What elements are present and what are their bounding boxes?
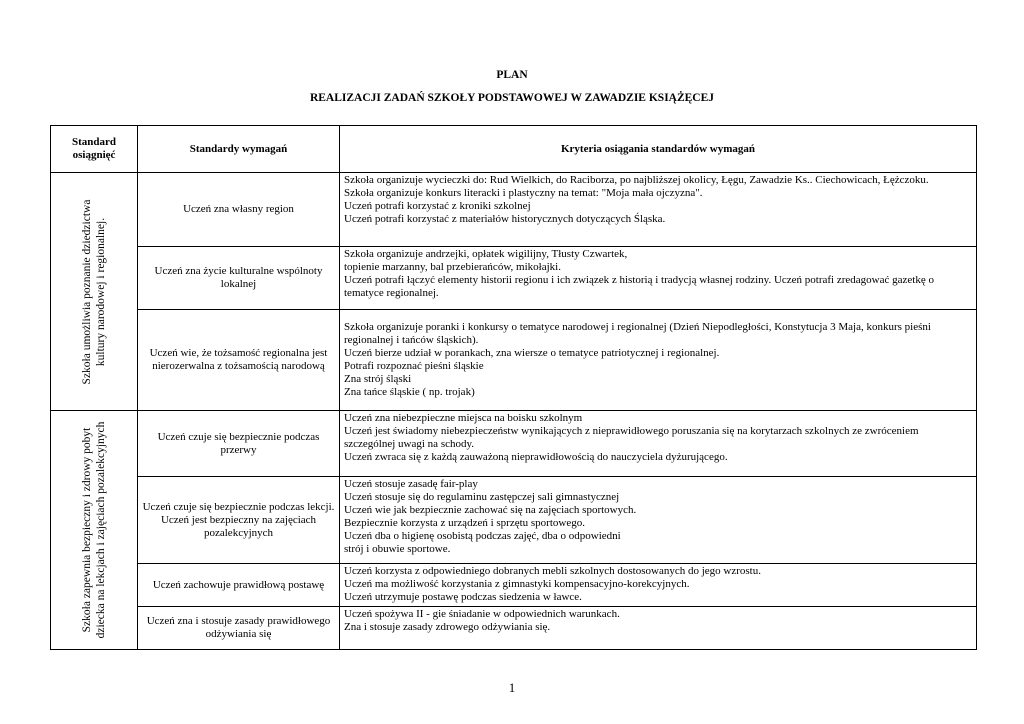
criteria-line: Uczeń zwraca się z każdą zauważoną nieprawidłowością do nauczyciela dyżurującego. bbox=[344, 451, 728, 463]
table-header-row bbox=[51, 126, 977, 173]
criteria-line: Uczeń potrafi korzystać z kroniki szkolnej bbox=[344, 200, 531, 212]
requirement-cell: Uczeń czuje się bezpiecznie podczas przerwy bbox=[138, 411, 340, 477]
document-title: PLAN bbox=[496, 69, 528, 81]
requirement-cell: Uczeń wie, że tożsamość regionalna jest nierozerwalna z tożsamością narodową bbox=[138, 310, 340, 411]
criteria-line: Uczeń utrzymuje postawę podczas siedzenia w ławce. bbox=[344, 591, 582, 603]
requirement-cell: Uczeń zna własny region bbox=[138, 173, 340, 247]
table-row bbox=[51, 173, 977, 247]
requirement-cell: Uczeń zachowuje prawidłową postawę bbox=[138, 564, 340, 607]
criteria-line: Uczeń korzysta z odpowiedniego dobranych mebli szkolnych dostosowanych do jego wzrostu. bbox=[344, 565, 761, 577]
criteria-line: Uczeń zna niebezpieczne miejsca na boisku szkolnym bbox=[344, 412, 583, 424]
criteria-line: Uczeń stosuje się do regulaminu zastępczej sali gimnastycznej bbox=[344, 491, 620, 503]
criteria-line: Uczeń potrafi korzystać z materiałów historycznych dotyczących Śląska. bbox=[344, 213, 666, 225]
criteria-line: strój i obuwie sportowe. bbox=[344, 543, 451, 555]
standard-cell-safety bbox=[51, 411, 138, 650]
criteria-line: topienie marzanny, bal przebierańców, mikołajki. bbox=[344, 261, 561, 273]
requirement-cell: Uczeń czuje się bezpiecznie podczas lekcji. Uczeń jest bezpieczny na zajęciach pozalekcyjnych bbox=[138, 477, 340, 564]
standard-text: Szkoła umożliwia poznanie dziedzictwa kultury narodowej i regionalnej. bbox=[81, 199, 107, 384]
criteria-line: Uczeń jest świadomy niebezpieczeństw wynikających z nieprawidłowego poruszania się na korytarzach szkolnych ze zwróceniem szczególnej uwagi na schody. bbox=[344, 425, 919, 450]
criteria-cell bbox=[340, 477, 977, 564]
standard-text: Szkoła zapewnia bezpieczny i zdrowy pobyt dziecka na lekcjach i zajęciach pozalekcyjnych bbox=[81, 421, 107, 639]
plan-table bbox=[50, 125, 977, 650]
table-row bbox=[51, 607, 977, 650]
criteria-line: Uczeń spożywa II - gie śniadanie w odpowiednich warunkach. bbox=[344, 608, 620, 620]
criteria-line: Potrafi rozpoznać pieśni śląskie bbox=[344, 360, 484, 372]
requirement-cell: Uczeń zna i stosuje zasady prawidłowego odżywiania się bbox=[138, 607, 340, 650]
criteria-cell bbox=[340, 247, 977, 310]
page-number: 1 bbox=[508, 680, 516, 695]
table-row bbox=[51, 477, 977, 564]
requirement-cell: Uczeń zna życie kulturalne wspólnoty lokalnej bbox=[138, 247, 340, 310]
criteria-line: Uczeń ma możliwość korzystania z gimnastyki kompensacyjno-korekcyjnych. bbox=[344, 578, 690, 590]
criteria-cell bbox=[340, 564, 977, 607]
criteria-line: Szkoła organizuje konkurs literacki i plastyczny na temat: "Moja mała ojczyzna". bbox=[344, 187, 703, 199]
criteria-line: Zna i stosuje zasady zdrowego odżywiania się. bbox=[344, 621, 551, 633]
table-row bbox=[51, 411, 977, 477]
criteria-line: Uczeń wie jak bezpiecznie zachować się na zajęciach sportowych. bbox=[344, 504, 637, 516]
criteria-line: Uczeń bierze udział w porankach, zna wiersze o tematyce patriotycznej i regionalnej. bbox=[344, 347, 720, 359]
table-row bbox=[51, 564, 977, 607]
criteria-cell bbox=[340, 310, 977, 411]
criteria-line: Zna tańce śląskie ( np. trojak) bbox=[344, 386, 475, 398]
criteria-line: Uczeń stosuje zasadę fair-play bbox=[344, 478, 478, 490]
criteria-cell bbox=[340, 411, 977, 477]
criteria-line: Uczeń dba o higienę osobistą podczas zajęć, dba o odpowiedni bbox=[344, 530, 621, 542]
document-subtitle: REALIZACJI ZADAŃ SZKOŁY PODSTAWOWEJ W ZAWADZIE KSIĄŻĘCEJ bbox=[309, 92, 715, 104]
table-row bbox=[51, 247, 977, 310]
column-header-requirements: Standardy wymagań bbox=[138, 126, 340, 173]
standard-cell-heritage bbox=[51, 173, 138, 411]
criteria-cell bbox=[340, 173, 977, 247]
criteria-line: Szkoła organizuje poranki i konkursy o tematyce narodowej i regionalnej (Dzień Niepodległości, Konstytucja 3 Maja, konkurs pieśni regionalnej i tańców śląskich). bbox=[344, 321, 931, 346]
criteria-line: Uczeń potrafi łączyć elementy historii regionu i ich związek z historią i tradycją własnej rodziny. Uczeń potrafi zredagować gazetkę o tematyce regionalnej. bbox=[344, 274, 934, 299]
criteria-cell bbox=[340, 607, 977, 650]
column-header-standard: Standard osiągnięć bbox=[51, 126, 138, 173]
criteria-line: Zna strój śląski bbox=[344, 373, 412, 385]
criteria-line: Bezpiecznie korzysta z urządzeń i sprzętu sportowego. bbox=[344, 517, 585, 529]
criteria-line: Szkoła organizuje wycieczki do: Rud Wielkich, do Raciborza, po najbliższej okolicy, Łęgu, Zawadzie Ks.. Ciechowicach, Łężczoku. bbox=[344, 174, 929, 186]
table-row bbox=[51, 310, 977, 411]
column-header-criteria: Kryteria osiągania standardów wymagań bbox=[340, 126, 977, 173]
criteria-line: Szkoła organizuje andrzejki, opłatek wigilijny, Tłusty Czwartek, bbox=[344, 248, 628, 260]
